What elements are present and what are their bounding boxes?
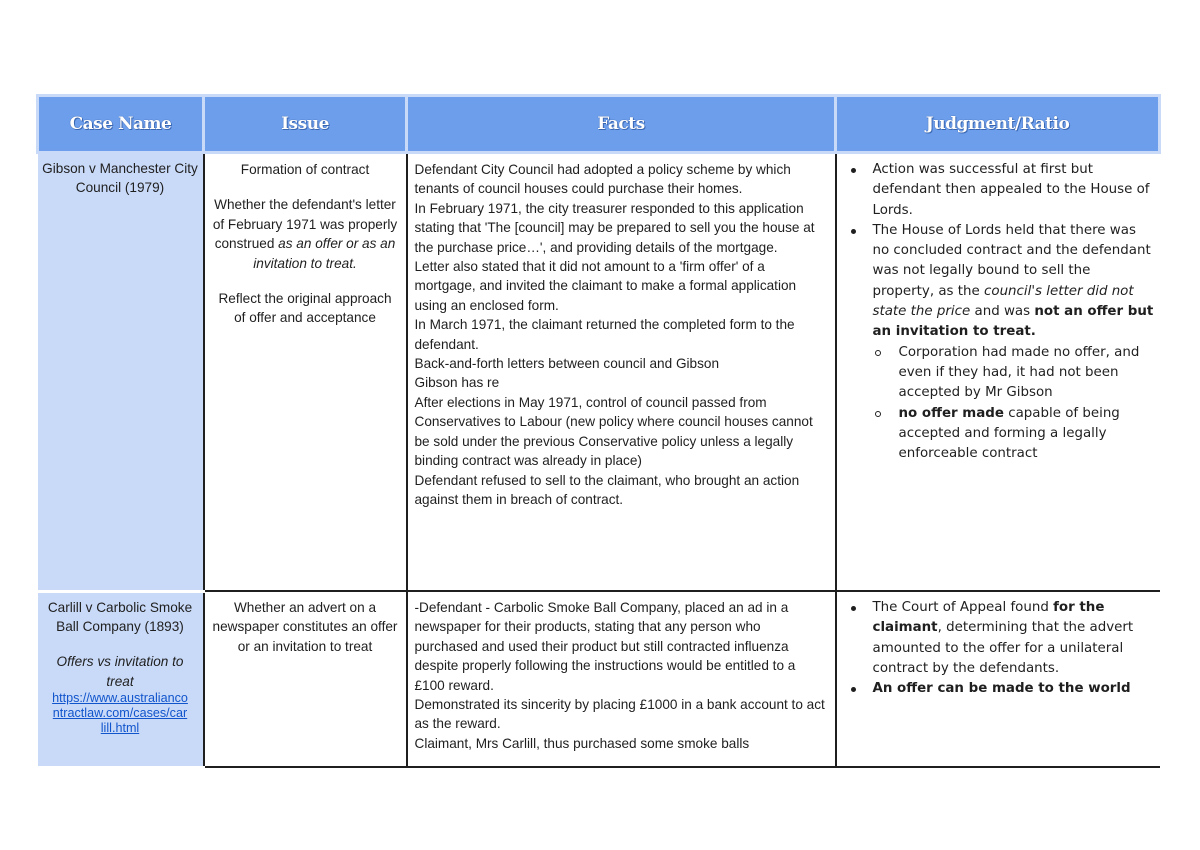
case-table <box>36 94 1161 769</box>
ratio-item: An offer can be made to the world <box>873 679 1154 699</box>
case-name: Carlill v Carbolic Smoke Ball Company (1893) <box>47 599 193 634</box>
facts-line: After elections in May 1971, control of council passed from Conservatives to Labour (new policy where council houses cannot be sold under the previous Conservative policy unless a legally binding contract was already in place) <box>414 394 813 469</box>
facts-line: Demonstrated its sincerity by placing £1000 in a bank account to act as the reward. <box>414 697 825 732</box>
ratio-item: Action was successful at first but defendant then appealed to the House of Lords. <box>873 160 1154 221</box>
case-name: Gibson v Manchester City Council (1979) <box>42 161 198 196</box>
header-issue: Issue <box>204 96 407 153</box>
facts-line: Back-and-forth letters between council and Gibson <box>414 356 720 372</box>
facts-line: Claimant, Mrs Carlill, thus purchased some smoke balls <box>414 735 750 751</box>
issue-text: Reflect the original approach of offer and acceptance <box>218 291 392 326</box>
issue-text: Whether an advert on a newspaper constitutes an offer or an invitation to treat <box>212 600 398 654</box>
ratio-cell <box>836 153 1160 592</box>
facts-cell <box>407 153 836 592</box>
header-facts: Facts <box>407 96 836 153</box>
issue-text-italic: as an offer or as an invitation to treat. <box>253 236 396 271</box>
issue-cell <box>204 591 407 767</box>
facts-line: In March 1971, the claimant returned the completed form to the defendant. <box>414 317 795 352</box>
case-subtitle: Offers vs invitation to treat <box>56 654 184 689</box>
ratio-subitem: Corporation had made no offer, and even if they had, it had not been accepted by Mr Gibson <box>899 343 1154 404</box>
header-row <box>38 96 1160 153</box>
table-row <box>38 591 1160 767</box>
issue-cell <box>204 153 407 592</box>
facts-line: -Defendant - Carbolic Smoke Ball Company, placed an ad in a newspaper for their products, stating that any person who purchased and used their product but still contracted influenza despite properly following the instructions would be entitled to a £100 reward. <box>414 600 796 693</box>
ratio-list <box>847 598 1154 699</box>
ratio-sublist <box>847 343 1154 465</box>
ratio-list <box>847 160 1154 343</box>
table-row <box>38 153 1160 592</box>
facts-line: Gibson has re <box>414 375 500 391</box>
case-link[interactable]: https://www.australiancontractlaw.com/cases/carlill.html <box>52 691 188 736</box>
facts-cell <box>407 591 836 767</box>
issue-text: Formation of contract <box>240 162 370 177</box>
case-name-cell <box>38 153 204 592</box>
ratio-subitem: no offer made capable of being accepted and forming a legally enforceable contract <box>899 404 1154 465</box>
issue-text: Whether the defendant's letter of February 1971 was properly construed <box>212 197 398 252</box>
facts-line: Letter also stated that it did not amount to a 'firm offer' of a mortgage, and invited the claimant to make a formal application using an enclosed form. <box>414 259 797 313</box>
ratio-item: The Court of Appeal found for the claimant, determining that the advert amounted to the offer for a unilateral contract by the defendants. <box>873 598 1154 679</box>
case-name-cell <box>38 591 204 767</box>
facts-line: Defendant City Council had adopted a policy scheme by which tenants of council houses could purchase their homes. <box>414 162 791 197</box>
header-judgment-ratio: Judgment/Ratio <box>836 96 1160 153</box>
header-case-name: Case Name <box>38 96 204 153</box>
facts-line: Defendant refused to sell to the claimant, who brought an action against them in breach of contract. <box>414 472 800 507</box>
ratio-cell <box>836 591 1160 767</box>
ratio-item: The House of Lords held that there was no concluded contract and the defendant was not legally bound to sell the property, as the council's letter did not state the price and was not an offer but an invitation to treat. <box>873 221 1154 343</box>
facts-line: In February 1971, the city treasurer responded to this application stating that 'The [council] may be prepared to sell you the house at the purchase price…', and providing details of the mortgage. <box>414 200 815 255</box>
